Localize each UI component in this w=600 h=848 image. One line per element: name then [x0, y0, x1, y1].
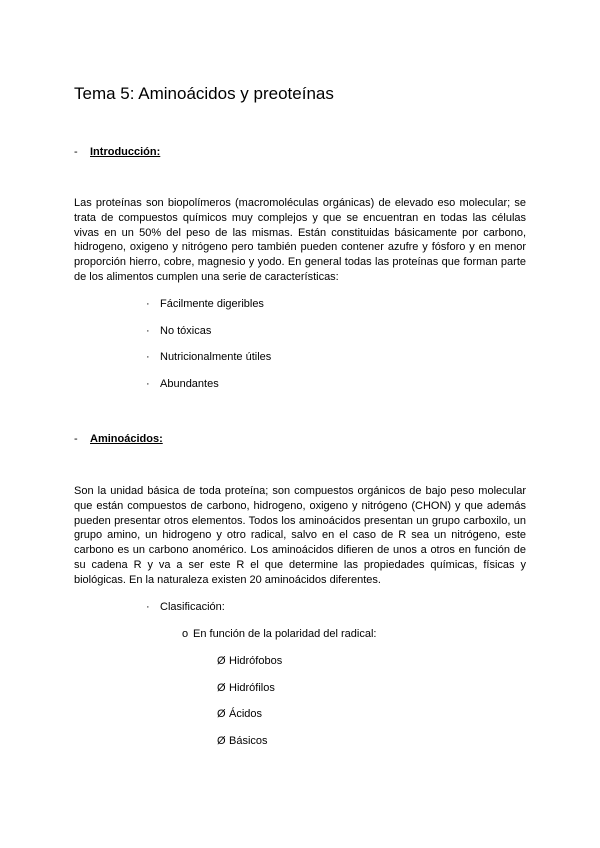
arrow-bullet-mark: Ø: [217, 735, 226, 747]
list-item-text: Clasificación:: [160, 601, 225, 613]
bullet-mark: ·: [146, 298, 150, 310]
section-heading-label: Introducción:: [90, 146, 161, 158]
list-item: [146, 298, 264, 310]
sub-list-item-text: En función de la polaridad del radical:: [193, 628, 377, 640]
bullet-mark: ·: [146, 378, 150, 390]
sub-sub-list-item: [217, 682, 275, 694]
arrow-bullet-mark: Ø: [217, 655, 226, 667]
section-heading-label: Aminoácidos:: [90, 433, 163, 445]
sub-bullet-mark: o: [182, 628, 189, 640]
sub-sub-list-item: [217, 735, 268, 747]
list-item: [146, 325, 211, 337]
sub-sub-list-item-text: Hidrófilos: [229, 682, 275, 694]
sub-sub-list-item-text: Ácidos: [229, 708, 263, 720]
arrow-bullet-mark: Ø: [217, 682, 226, 694]
list-item-text: Nutricionalmente útiles: [160, 351, 272, 363]
bullet-mark: ·: [146, 325, 150, 337]
list-item: [146, 351, 271, 363]
section-dash: -: [74, 146, 78, 158]
sub-sub-list-item: [217, 655, 282, 667]
list-item: [146, 601, 225, 613]
sub-sub-list-item-text: Básicos: [229, 735, 268, 747]
intro-paragraph: Las proteínas son biopolímeros (macromoléculas orgánicas) de elevado eso molecular; se trata de compuestos químicos muy complejos y que se encuentran en todas las células vivas en un 50% del peso de las mismas. Están constituidas básicamente por carbono, hidrogeno, oxigeno y nitrógeno pero también pueden contener azufre y fósforo y en menor proporción hierro, cobre, magnesio y yodo. En general todas las proteínas que forman parte de los alimentos cumplen una serie de características:: [74, 197, 526, 283]
sub-sub-list-item-text: Hidrófobos: [229, 655, 283, 667]
bullet-mark: ·: [146, 351, 150, 363]
sub-list-item: [182, 628, 376, 640]
section-heading-introduccion: [74, 146, 160, 158]
list-item-text: Abundantes: [160, 378, 219, 390]
sub-sub-list-item: [217, 708, 262, 720]
aminoacidos-paragraph: Son la unidad básica de toda proteína; son compuestos orgánicos de bajo peso molecular que están compuestos de carbono, hidrogeno, oxigeno y nitrógeno (CHON) y que además pueden presentar otros elementos. Todos los aminoácidos presentan un grupo carboxilo, un grupo amino, un hidrogeno y otro radical, salvo en el caso de R sea un nitrógeno, este carbono es un carbono anomérico. Los aminoácidos difieren de unos a otros en función de su cadena R y va a ser este R el que determine las propiedades químicas, físicas y biológicas. En la naturaleza existen 20 aminoácidos diferentes.: [74, 485, 526, 586]
section-heading-aminoacidos: [74, 433, 163, 445]
section-dash: -: [74, 433, 78, 445]
list-item: [146, 378, 219, 390]
bullet-mark: ·: [146, 601, 150, 613]
arrow-bullet-mark: Ø: [217, 708, 226, 720]
page-title: Tema 5: Aminoácidos y preoteínas: [74, 84, 334, 103]
list-item-text: No tóxicas: [160, 325, 212, 337]
list-item-text: Fácilmente digeribles: [160, 298, 264, 310]
